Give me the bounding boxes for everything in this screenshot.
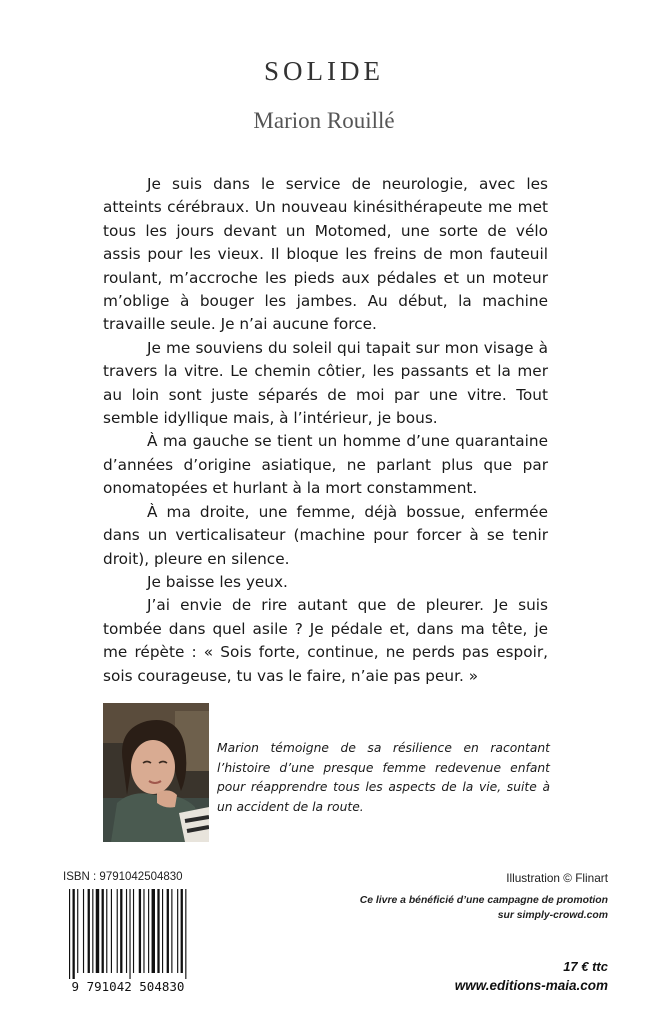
barcode-bar bbox=[181, 889, 183, 973]
promo-note bbox=[308, 893, 608, 923]
barcode-bar bbox=[157, 889, 159, 973]
barcode-bar bbox=[185, 889, 186, 979]
barcode-bar bbox=[162, 889, 163, 973]
barcode-bar bbox=[152, 889, 155, 973]
barcode-bar bbox=[117, 889, 118, 973]
excerpt-paragraph: Je me souviens du soleil qui tapait sur mon visage à travers la vitre. Le chemin côtier, les passants et la mer au loin sont juste séparés de moi par une vitre. Tout semble idyllique mais, à l’intérieur, je bous. bbox=[103, 338, 548, 428]
promo-line-2: sur simply-crowd.com bbox=[497, 910, 608, 921]
illustration-credit: Illustration © Flinart bbox=[506, 871, 608, 885]
excerpt-paragraph: À ma droite, une femme, déjà bossue, enfermée dans un verticalisateur (machine pour forcer à se tenir droit), pleure en silence. bbox=[103, 502, 548, 568]
barcode-bar bbox=[102, 889, 104, 973]
barcode-bar bbox=[148, 889, 149, 973]
excerpt-paragraph: Je suis dans le service de neurologie, avec les atteints cérébraux. Un nouveau kinésithérapeute me met tous les jours devant un Motomed, une sorte de vélo assis pour les vieux. Il bloque les freins de mon fauteuil roulant, m’accroche les pieds aux pédales et un moteur m’oblige à bouger les jambes. Au début, la machine travaille seule. Je n’ai aucune force. bbox=[103, 175, 548, 334]
price: 17 € ttc bbox=[563, 959, 608, 974]
barcode-bar bbox=[167, 889, 169, 973]
excerpt-text bbox=[103, 173, 548, 688]
author-bio: Marion témoigne de sa résilience en racontant l’histoire d’une presque femme redevenue enfant pour réapprendre tous les aspects de la vie, suite à un accident de la route. bbox=[217, 741, 550, 814]
barcode-bar bbox=[177, 889, 178, 973]
barcode-bar bbox=[106, 889, 107, 973]
barcode-bar bbox=[133, 889, 134, 973]
isbn-barcode bbox=[63, 887, 193, 995]
barcode-bar bbox=[73, 889, 75, 979]
book-title: SOLIDE bbox=[264, 56, 384, 86]
barcode-bar bbox=[171, 889, 172, 973]
barcode-bar bbox=[111, 889, 112, 973]
barcode-bar bbox=[143, 889, 144, 973]
barcode-digits: 9 791042 504830 bbox=[71, 979, 185, 994]
excerpt-paragraph: J’ai envie de rire autant que de pleurer. Je suis tombée dans quel asile ? Je pédale et, dans ma tête, je me répète : « Sois forte, continue, ne perds pas espoir, sois courageuse, tu vas le faire, n’aie pas peur. » bbox=[103, 596, 548, 685]
barcode-bar bbox=[83, 889, 84, 973]
barcode-bar bbox=[120, 889, 122, 973]
isbn-label: ISBN : 9791042504830 bbox=[63, 871, 183, 883]
excerpt-paragraph: Je baisse les yeux. bbox=[147, 572, 288, 591]
barcode-bar bbox=[92, 889, 93, 973]
barcode-bar bbox=[139, 889, 141, 973]
barcode-bar bbox=[77, 889, 78, 973]
barcode-bar bbox=[88, 889, 90, 973]
promo-line-1: Ce livre a bénéficié d’une campagne de promotion bbox=[359, 895, 608, 906]
publisher-website: www.editions-maia.com bbox=[454, 978, 608, 993]
excerpt-paragraph: À ma gauche se tient un homme d’une quarantaine d’années d’origine asiatique, ne parlant plus que par onomatopées et hurlant à la mort constamment. bbox=[103, 432, 548, 498]
author-name: Marion Rouillé bbox=[253, 108, 395, 133]
barcode-bar bbox=[129, 889, 130, 979]
barcode-bar bbox=[69, 889, 70, 979]
author-photo bbox=[103, 703, 209, 842]
barcode-bar bbox=[96, 889, 99, 973]
barcode-bar bbox=[126, 889, 127, 973]
